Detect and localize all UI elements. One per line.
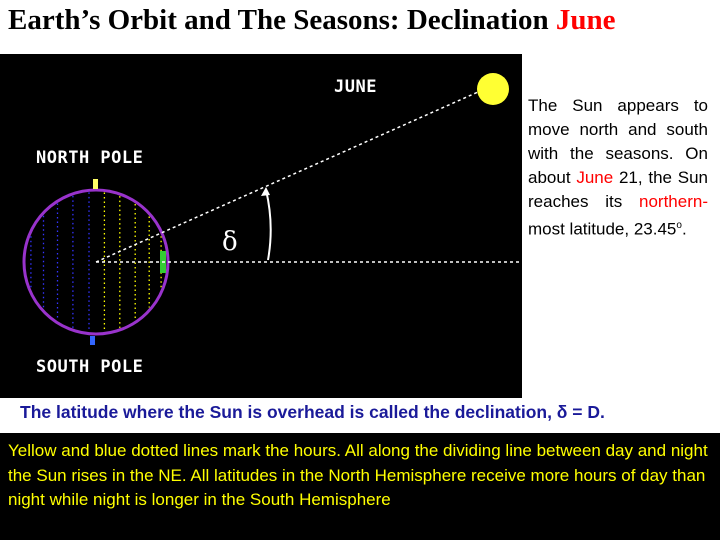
explanation-june: June [576, 168, 614, 187]
explanation-part: The Sun appears to move north and south with the seasons. On about [528, 96, 708, 187]
explanation-part: . [681, 219, 687, 239]
declination-diagram [0, 54, 522, 398]
sun-month-label: JUNE [334, 77, 377, 97]
degree-symbol: o [676, 220, 682, 231]
explanation-northern: northern- [639, 192, 708, 211]
diagram-canvas [0, 54, 522, 398]
sun-ray-line [96, 92, 478, 262]
south-pole-marker [90, 336, 95, 345]
title-month: June [555, 4, 616, 36]
north-pole-marker [93, 179, 98, 189]
explanation-part: most latitude, 23.45 [528, 219, 677, 239]
explanation-text [528, 94, 708, 242]
explanation-part: 21, the Sun reaches its [528, 168, 708, 211]
declination-arc [266, 190, 271, 260]
sun-icon [477, 73, 509, 105]
south-pole-label: SOUTH POLE [36, 357, 144, 377]
declination-symbol: δ [222, 227, 238, 257]
north-pole-label: NORTH POLE [36, 148, 144, 168]
declination-caption: The latitude where the Sun is overhead is called the declination, δ = D. [20, 402, 605, 422]
hours-note: Yellow and blue dotted lines mark the hours. All along the dividing line between day and night the Sun rises in the NE. All latitudes in the North Hemisphere receive more hours of day than night while night is longer in the South Hemisphere [0, 433, 720, 540]
slide-title [8, 4, 718, 37]
title-text: Earth’s Orbit and The Seasons: Declination [8, 4, 549, 36]
